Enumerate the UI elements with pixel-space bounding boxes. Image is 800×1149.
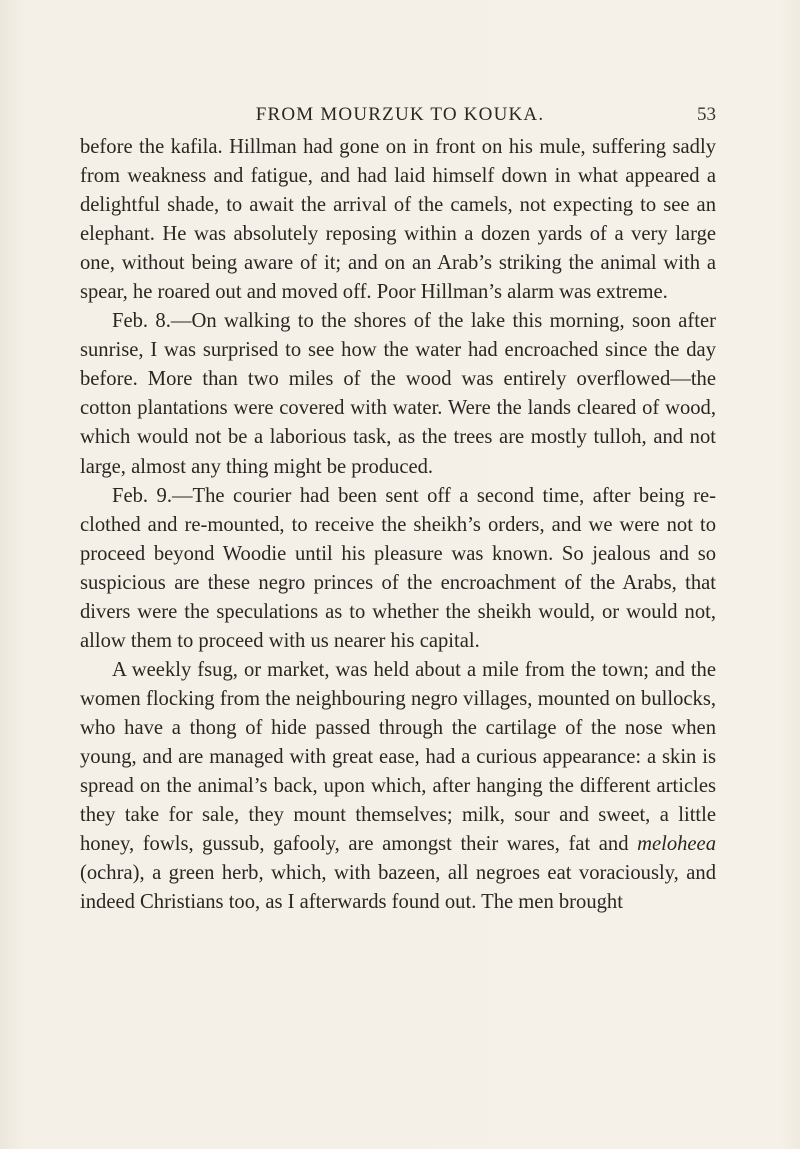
body-text xyxy=(80,133,716,917)
market-text-before: A weekly fsug, or market, was held about a mile from the town; and the women flocking from the neighbouring negro villages, mounted on bullocks, who have a thong of hide passed through the cartilage of the nose when young, and are managed with great ease, had a curious appearance: a skin is spread on the animal’s back, upon which, after hanging the different articles they take for sale, they mount themselves; milk, sour and sweet, a little honey, fowls, gussub, gafooly, are amongst their wares, fat and xyxy=(80,658,716,856)
paragraph-market xyxy=(80,656,716,917)
running-title: FROM MOURZUK TO KOUKA. xyxy=(255,104,545,125)
market-text-after: (ochra), a green herb, which, with bazeen, all negroes eat voraciously, and indeed Christians too, as I afterwards found out. The men brought xyxy=(80,862,716,914)
paragraph-continuation: before the kafila. Hillman had gone on in front on his mule, suffering sadly from weakness and fatigue, and had laid himself down in what appeared a delightful shade, to await the arrival of the camels, not expecting to see an elephant. He was absolutely reposing within a dozen yards of a very large one, without being aware of it; and on an Arab’s striking the animal with a spear, he roared out and moved off. Poor Hillman’s alarm was extreme. xyxy=(80,136,716,304)
page-header xyxy=(0,100,800,130)
paragraph-feb-9: Feb. 9.—The courier had been sent off a second time, after being re-clothed and re-mounted, to receive the sheikh’s orders, and we were not to proceed beyond Woodie until his pleasure was known. So jealous and so suspicious are these negro princes of the encroachment of the Arabs, that divers were the speculations as to whether the sheikh would, or would not, allow them to proceed with us nearer his capital. xyxy=(80,484,716,652)
page-number: 53 xyxy=(697,104,716,125)
italic-term: meloheea xyxy=(637,833,716,856)
paragraph-feb-8: Feb. 8.—On walking to the shores of the lake this morning, soon after sunrise, I was surprised to see how the water had encroached since the day before. More than two miles of the wood was entirely overflowed—the cotton plantations were covered with water. Were the lands cleared of wood, which would not be a laborious task, as the trees are mostly tulloh, and not large, almost any thing might be produced. xyxy=(80,310,716,478)
